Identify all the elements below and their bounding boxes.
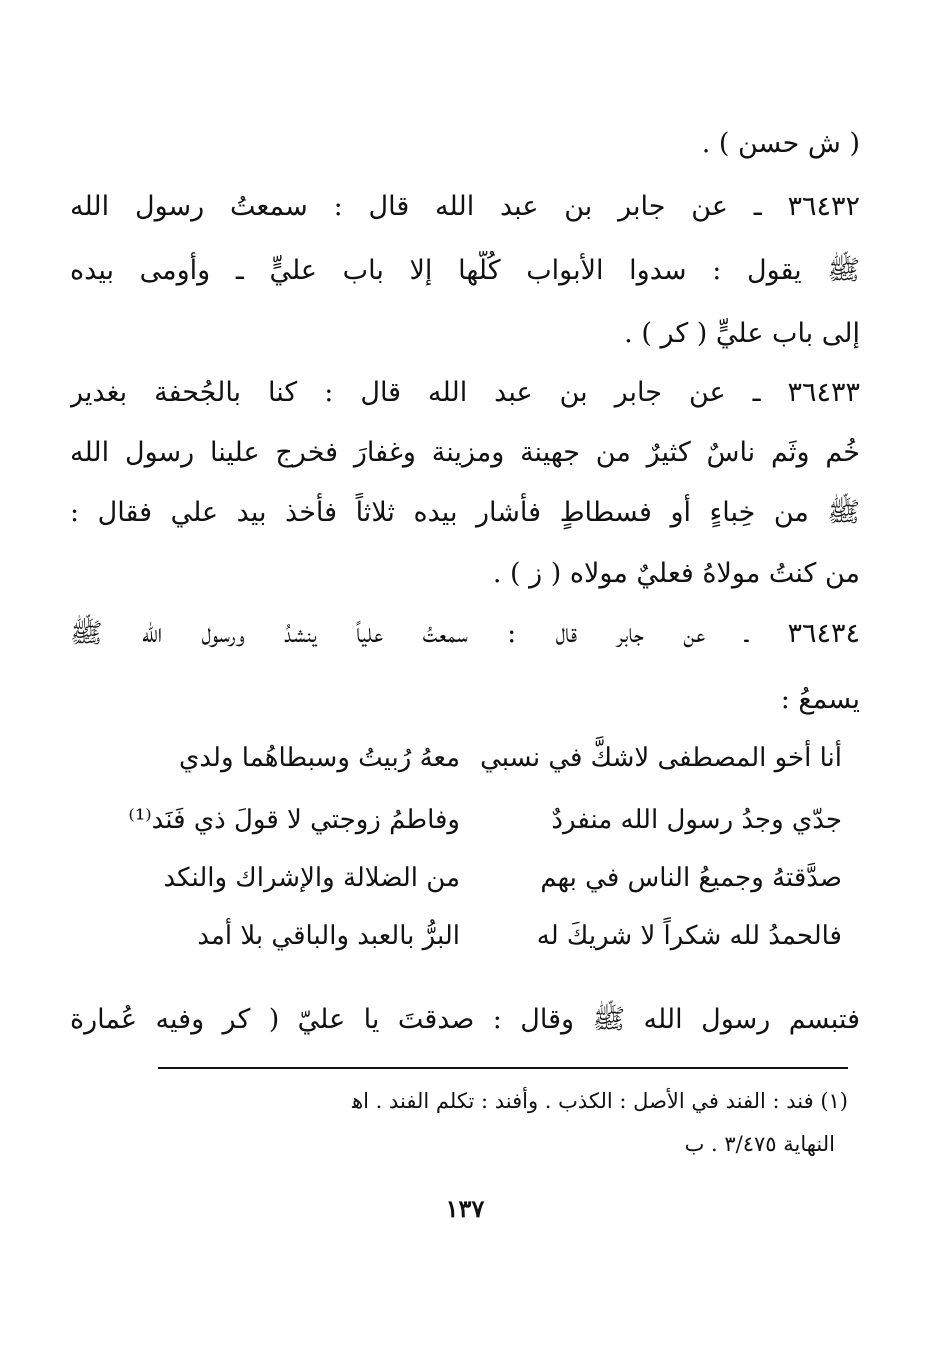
footnote-line-1: (١) فند : الفند في الأصل : الكذب . وأفند : تكلم الفند . اﻫ	[352, 1089, 848, 1113]
footnote-line-2: النهاية ٣/٤٧٥ . ب	[684, 1132, 835, 1156]
poem-line-1-first-hemistich: أنا أخو المصطفى لاشكَّ في نسبي	[480, 743, 842, 773]
hadith-36434-line-2: يسمعُ :	[780, 684, 860, 715]
poem-line-2-first-hemistich: جدّي وجدُ رسول الله منفردٌ	[551, 805, 842, 835]
closing-line: فتبسم رسول الله ﷺ وقال : صدقتَ يا عليّ ( كر وفيه عُمارة	[70, 1004, 860, 1035]
hadith-36432-line-1: ٣٦٤٣٢ ـ عن جابر بن عبد الله قال : سمعتُ رسول الله	[70, 191, 860, 222]
page-number: ١٣٧	[445, 1194, 485, 1223]
hadith-36432-line-2: ﷺ يقول : سدوا الأبواب كُلَّها إلا باب عليٍّ ـ وأومى بيده	[70, 255, 860, 286]
hadith-36432-line-3: إلى باب عليٍّ ( كر ) .	[624, 318, 860, 349]
footnote-separator	[158, 1067, 848, 1069]
poem-line-4-first-hemistich: فالحمدُ لله شكراً لا شريكَ له	[536, 921, 842, 951]
hadith-36433-line-3: ﷺ من خِباءٍ أو فسطاطٍ فأشار بيده ثلاثاً فأخذ بيد علي فقال :	[70, 497, 860, 528]
poem-line-3-second-hemistich: من الضلالة والإشراك والنكد	[163, 863, 460, 893]
poem-line-4-second-hemistich: البرُّ بالعبد والباقي بلا أمد	[197, 921, 460, 951]
poem-line-1-second-hemistich: معهُ رُبيتُ وسبطاهُما ولدي	[179, 743, 460, 773]
hadith-36433-line-4: من كنتُ مولاهُ فعليٌ مولاه ( ز ) .	[492, 558, 860, 589]
hadith-36433-line-2: خُم وثَم ناسٌ كثيرٌ من جهينة ومزينة وغفارَ فخرج علينا رسول الله	[70, 437, 860, 468]
hadith-36433-line-1: ٣٦٤٣٣ ـ عن جابر بن عبد الله قال : كنا بالجُحفة بغدير	[70, 377, 860, 408]
hadith-36434-line-1: ٣٦٤٣٤ ـ عن جابر قال : سمعتُ علياً ينشدُ ورسول الله ﷺ	[70, 618, 860, 649]
body-line-1: ( ش حسن ) .	[701, 128, 860, 159]
poem-line-3-first-hemistich: صدَّقتهُ وجميعُ الناس في بهم	[540, 863, 842, 893]
poem-line-2-second-hemistich: وفاطمُ زوجتي لا قولَ ذي فَنَد⁽¹⁾	[128, 805, 460, 835]
